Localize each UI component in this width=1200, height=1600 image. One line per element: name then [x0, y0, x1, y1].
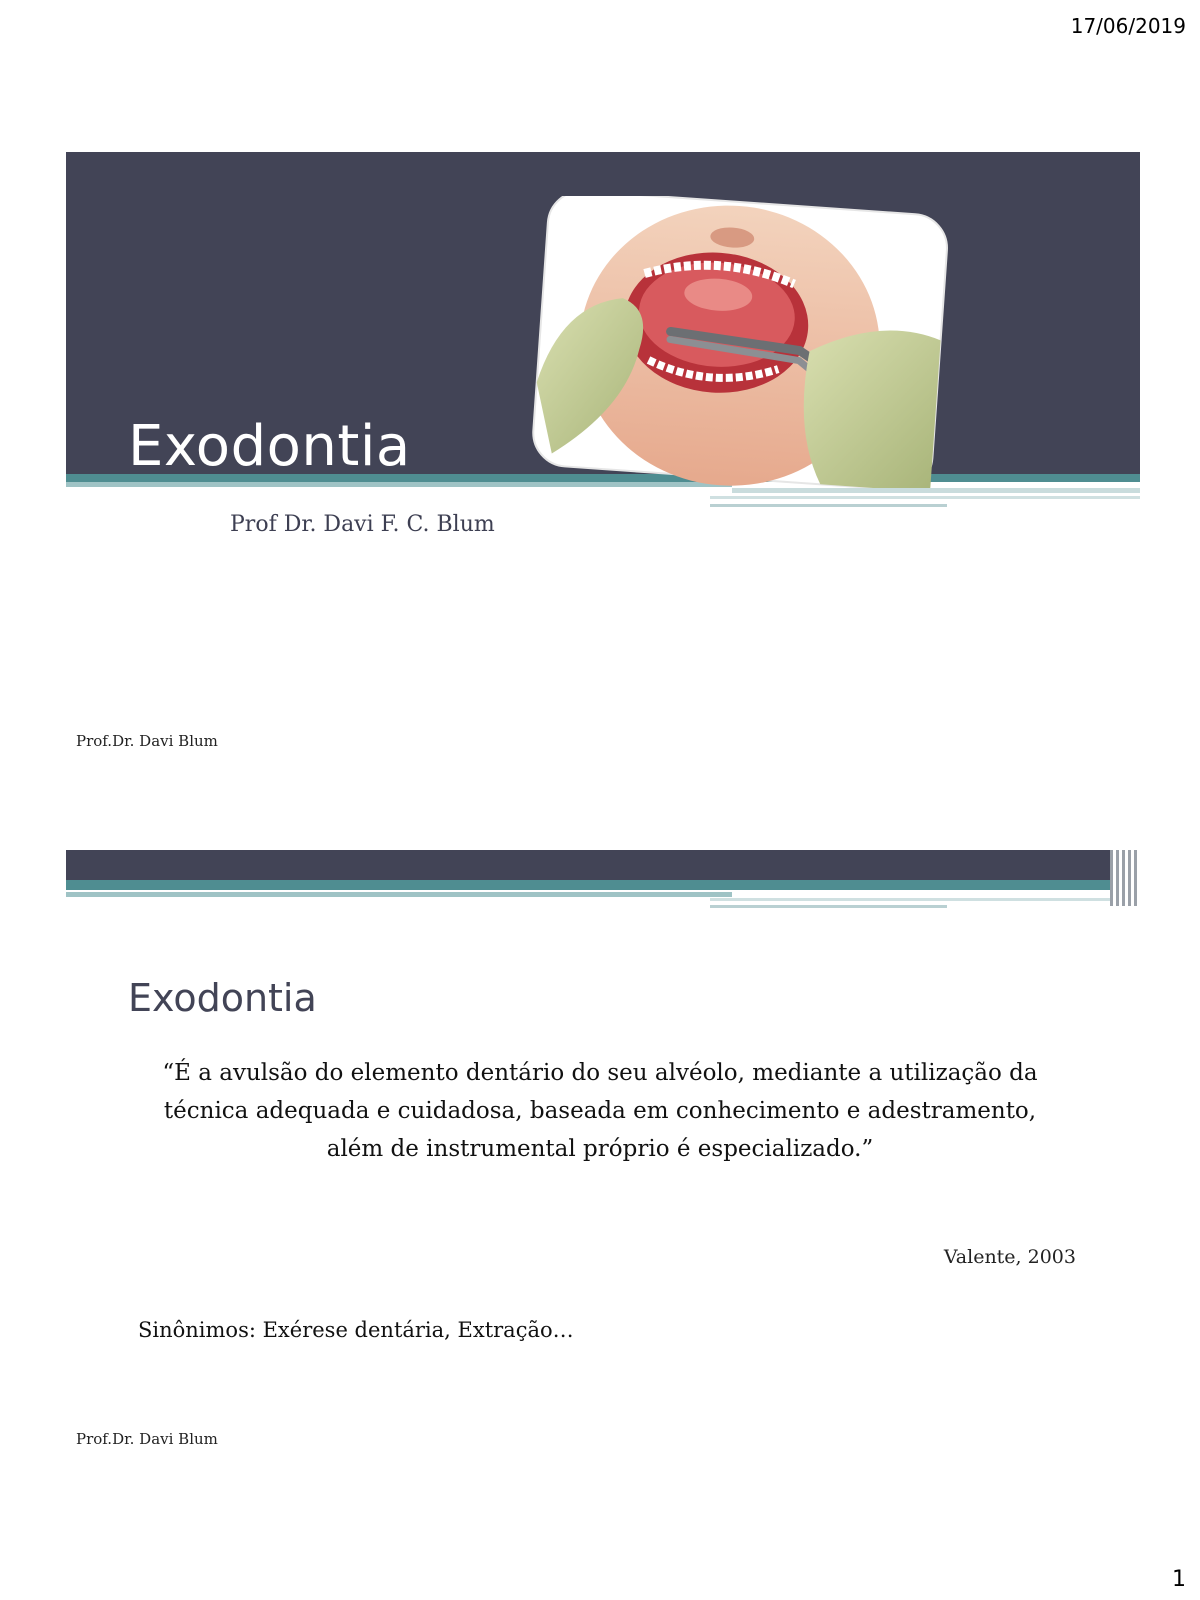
page-number: 1: [1172, 1567, 1186, 1592]
synonyms-text: Sinônimos: Exérese dentária, Extração…: [138, 1318, 574, 1342]
tooth-extraction-illustration-icon: [500, 196, 970, 488]
slide2-title: Exodontia: [128, 976, 317, 1020]
print-date: 17/06/2019: [1070, 14, 1186, 38]
slide1-footer: Prof.Dr. Davi Blum: [76, 732, 218, 750]
definition-quote: “É a avulsão do elemento dentário do seu alvéolo, mediante a utilização da técnica adequada e cuidadosa, baseada em conhecimento e adestramento, além de instrumental próprio é especializado.”: [162, 1060, 1038, 1162]
slide2-footer: Prof.Dr. Davi Blum: [76, 1430, 218, 1448]
slide2-banner: [66, 850, 1140, 906]
slide1-title: Exodontia: [128, 414, 411, 479]
quote-citation: Valente, 2003: [943, 1246, 1076, 1268]
slide1-subtitle: Prof Dr. Davi F. C. Blum: [230, 512, 495, 537]
